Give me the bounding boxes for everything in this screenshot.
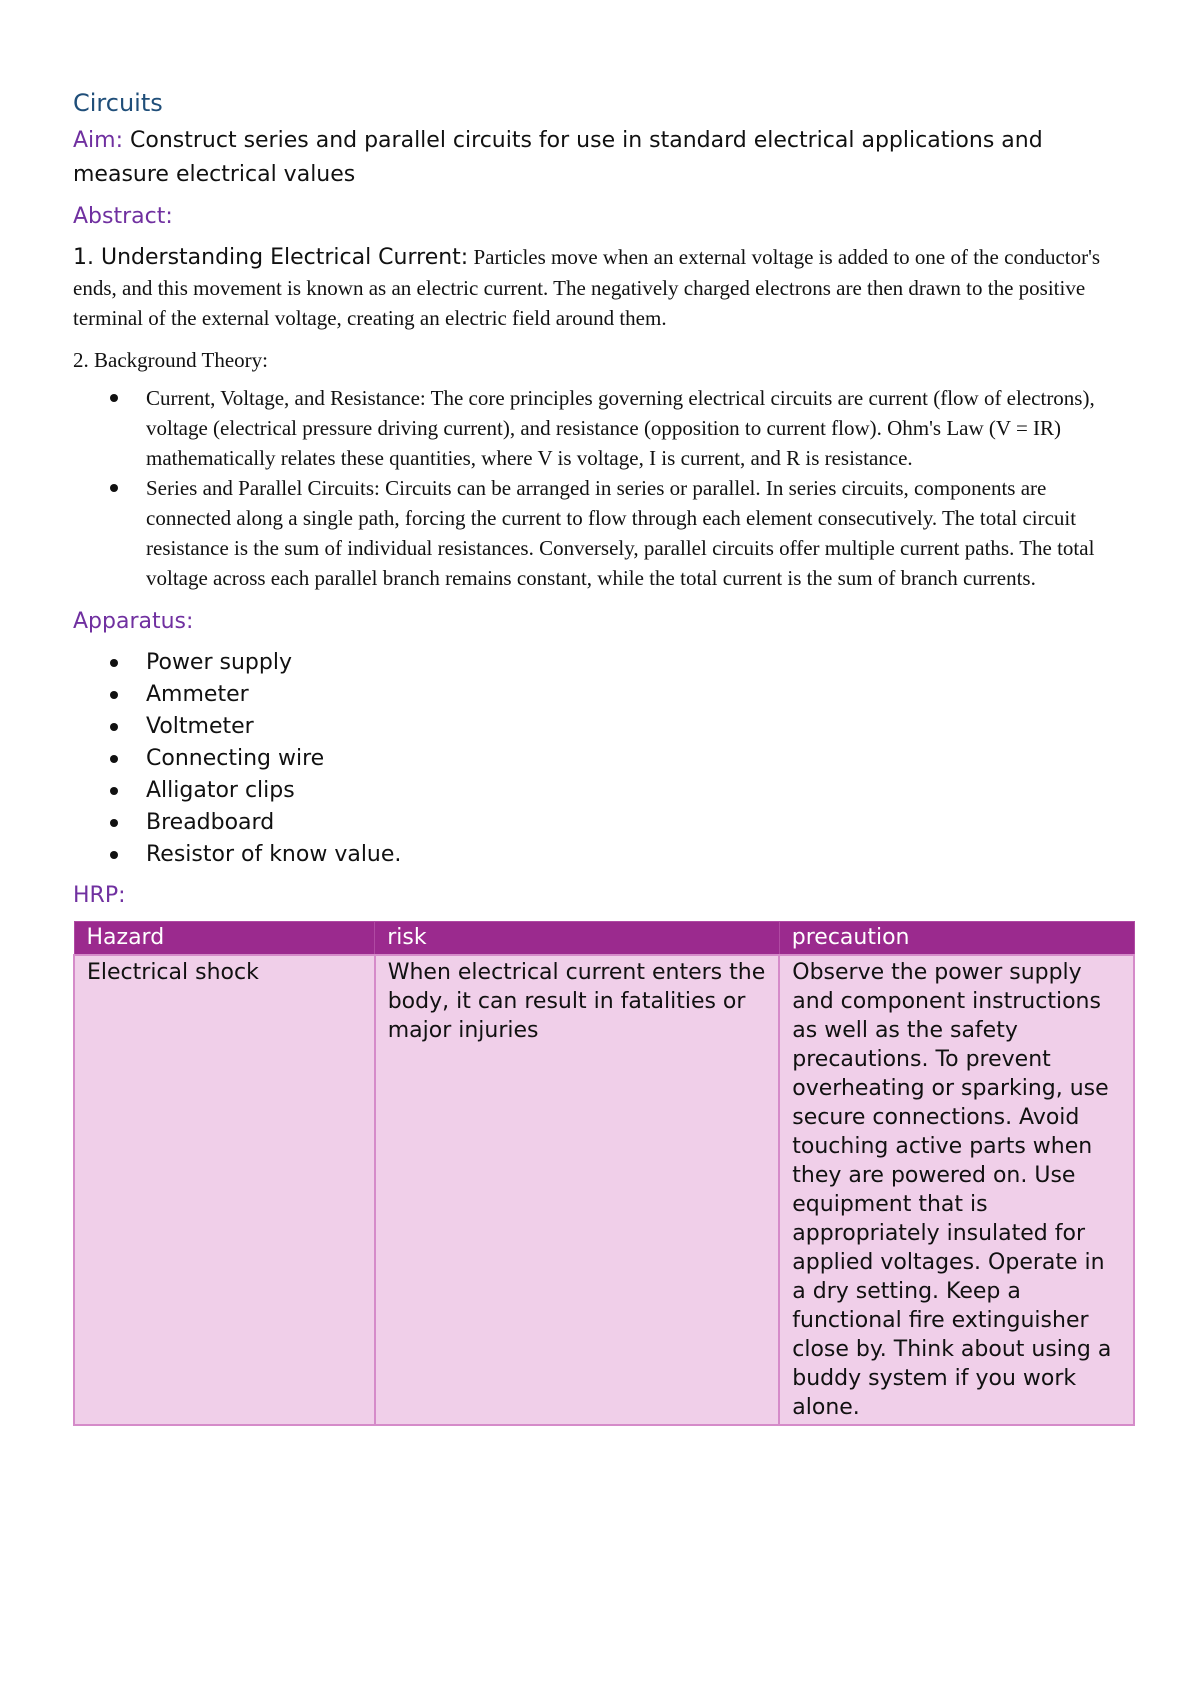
column-header-precaution: precaution (779, 922, 1134, 956)
hrp-heading: HRP: (73, 883, 126, 908)
risk-cell: When electrical current enters the body, it can result in fatalities or major injuries (375, 955, 780, 1425)
apparatus-item: Resistor of know value. (73, 839, 1133, 871)
apparatus-item: Alligator clips (73, 775, 1133, 807)
abstract-point-1-lead: 1. Understanding Electrical Current: (73, 245, 469, 270)
apparatus-item: Power supply (73, 647, 1133, 679)
precaution-cell: Observe the power supply and component instructions as well as the safety precautions. To prevent overheating or sparking, use secure connections. Avoid touching active parts when they are powered on. Use equipment that is appropriately insulated for applied voltages. Operate in a dry setting. Keep a functional fire extinguisher close by. Think about using a buddy system if you work alone. (779, 955, 1134, 1425)
document-title: Circuits (73, 89, 163, 117)
apparatus-item: Ammeter (73, 679, 1133, 711)
hrp-table-header-row (74, 922, 1134, 956)
apparatus-item: Connecting wire (73, 743, 1133, 775)
aim-label: Aim: (73, 128, 124, 153)
table-row (74, 955, 1134, 1425)
apparatus-heading: Apparatus: (73, 609, 194, 634)
abstract-heading: Abstract: (73, 204, 173, 229)
column-header-hazard: Hazard (74, 922, 375, 956)
hrp-table (73, 921, 1135, 1426)
abstract-point-1-text: Particles move when an external voltage is added to one of the conductor's ends, and this movement is known as an electric current. The negatively charged electrons are then drawn to the positive terminal of the external voltage, creating an electric field around them. (73, 245, 1101, 330)
apparatus-list (73, 647, 1133, 871)
abstract-point-1 (73, 242, 1133, 333)
theory-bullet-item: Current, Voltage, and Resistance: The core principles governing electrical circuits are current (flow of electrons), voltage (electrical pressure driving current), and resistance (opposition to current flow). Ohm's Law (V = IR) mathematically relates these quantities, where V is voltage, I is current, and R is resistance. (73, 383, 1133, 473)
hazard-cell: Electrical shock (74, 955, 375, 1425)
aim-paragraph (73, 124, 1133, 192)
column-header-risk: risk (375, 922, 780, 956)
theory-bullet-list (73, 383, 1133, 593)
aim-text: Construct series and parallel circuits for use in standard electrical applications and measure electrical values (73, 128, 1043, 187)
background-theory-heading: 2. Background Theory: (73, 348, 268, 372)
document-page (73, 88, 1133, 1426)
apparatus-item: Breadboard (73, 807, 1133, 839)
apparatus-item: Voltmeter (73, 711, 1133, 743)
theory-bullet-item: Series and Parallel Circuits: Circuits can be arranged in series or parallel. In series circuits, components are connected along a single path, forcing the current to flow through each element consecutively. The total circuit resistance is the sum of individual resistances. Conversely, parallel circuits offer multiple current paths. The total voltage across each parallel branch remains constant, while the total current is the sum of branch currents. (73, 473, 1133, 593)
